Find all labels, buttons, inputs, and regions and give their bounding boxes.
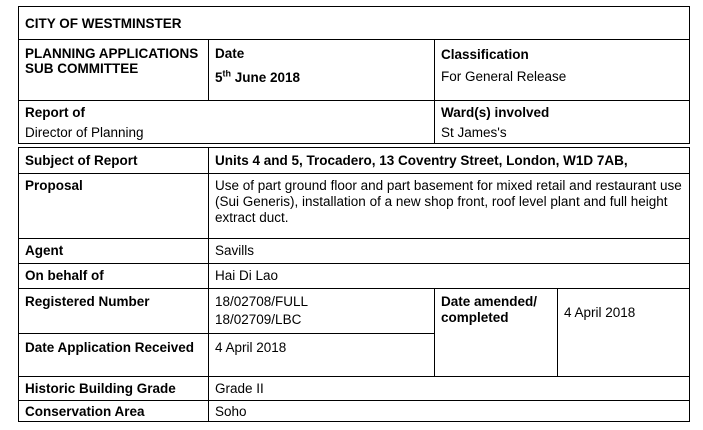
proposal-value-cell [208,173,690,239]
agent-value: Savills [215,243,255,258]
agent-value-cell [208,238,690,264]
registered-label-cell [18,288,209,334]
behalf-value-cell [208,263,690,289]
amended-label: Date amended/ completed [441,294,538,325]
registered-value-cell [208,288,435,334]
received-label-cell [18,333,209,377]
behalf-label: On behalf of [25,268,104,283]
received-label: Date Application Received [25,340,195,355]
wards-label: Ward(s) involved [441,105,550,120]
historic-value-cell [208,376,690,401]
conservation-label-cell [18,400,209,422]
classification-value: For General Release [441,69,567,84]
classification-cell [434,39,690,101]
subject-label: Subject of Report [25,153,138,168]
amended-value-cell [557,288,690,377]
historic-label-cell [18,376,209,401]
committee-cell [18,39,209,101]
historic-label: Historic Building Grade [25,381,176,396]
wards-cell [434,100,690,144]
subject-label-cell [18,147,209,174]
agent-label-cell [18,238,209,264]
council-name: CITY OF WESTMINSTER [25,16,182,31]
registered-label: Registered Number [25,294,150,309]
subject-value: Units 4 and 5, Trocadero, 13 Coventry Street, London, W1D 7AB, [215,153,628,168]
behalf-value: Hai Di Lao [215,268,279,283]
date-cell [208,39,435,101]
date-label: Date [215,46,245,61]
report-header-table [18,6,690,422]
proposal-label-cell [18,173,209,239]
received-value-cell [208,333,435,377]
classification-label: Classification [441,47,529,62]
meeting-date: 5th June 2018 [215,68,301,85]
conservation-label: Conservation Area [25,404,145,419]
council-name-cell [18,6,690,40]
registered-number-lbc: 18/02709/LBC [215,312,302,327]
historic-value: Grade II [215,381,264,396]
report-of-cell [18,100,435,144]
committee-name: PLANNING APPLICATIONS SUB COMMITTEE [25,46,199,76]
proposal-label: Proposal [25,178,83,193]
report-of-label: Report of [25,105,85,120]
registered-number-full: 18/02708/FULL [215,294,309,309]
conservation-value: Soho [215,404,247,419]
amended-label-cell [434,288,558,377]
amended-value: 4 April 2018 [564,305,636,320]
proposal-value: Use of part ground floor and part basement for mixed retail and restaurant use (Sui Generis), installation of a new shop front, roof level plant and full height extract duct. [215,178,682,225]
behalf-label-cell [18,263,209,289]
agent-label: Agent [25,243,64,258]
report-of-value: Director of Planning [25,125,144,140]
received-value: 4 April 2018 [215,340,287,355]
wards-value: St James's [441,125,507,140]
subject-value-cell [208,147,690,174]
conservation-value-cell [208,400,690,422]
